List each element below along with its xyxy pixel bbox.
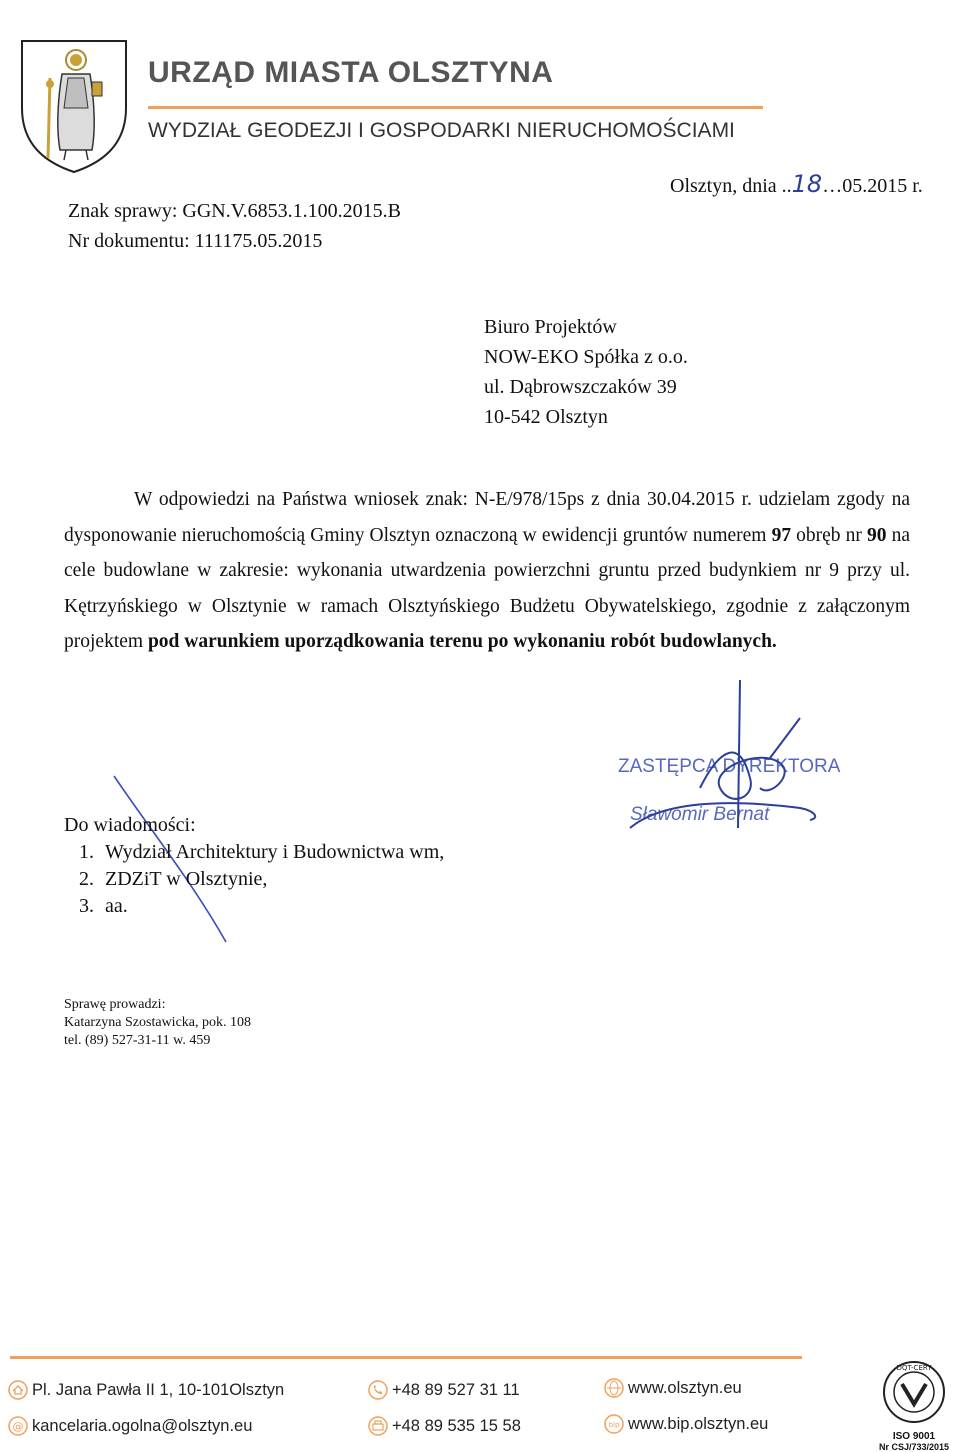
handled-by-phone: tel. (89) 527-31-11 w. 459 xyxy=(64,1033,211,1048)
precinct-number: 90 xyxy=(866,524,887,546)
footer-phone-1 xyxy=(368,1380,520,1400)
footer-phone-1-text: +48 89 527 31 11 xyxy=(392,1380,520,1399)
body-text-part: obręb nr xyxy=(791,524,867,546)
addressee-block xyxy=(484,312,688,432)
email-icon xyxy=(8,1416,28,1436)
cert-seal-text: DQT-CERT xyxy=(896,1364,932,1372)
svg-text:bip: bip xyxy=(608,1421,620,1429)
addressee-line: NOW-EKO Spółka z o.o. xyxy=(484,346,688,368)
addressee-line: ul. Dąbrowszczaków 39 xyxy=(484,376,677,398)
addressee-line: 10-542 Olsztyn xyxy=(484,406,608,428)
footer-address xyxy=(8,1380,284,1400)
case-reference xyxy=(68,196,401,256)
letter-body xyxy=(64,482,910,660)
cc-item: 2. ZDZiT w Olsztynie, xyxy=(99,866,444,893)
condition-clause: pod warunkiem uporządkowania terenu po wykonaniu robót budowlanych. xyxy=(147,631,777,652)
bip-icon xyxy=(604,1414,624,1434)
handled-by-person: Katarzyna Szostawicka, pok. 108 xyxy=(64,1015,251,1030)
footer-bip-text[interactable]: www.bip.olsztyn.eu xyxy=(628,1414,769,1433)
phone-icon xyxy=(368,1380,388,1400)
iso-certificate xyxy=(872,1360,956,1452)
header-divider xyxy=(148,106,763,109)
body-paragraph xyxy=(64,482,910,660)
svg-text:Sławomir Bernat: Sławomir Bernat xyxy=(630,804,770,825)
document-number: Nr dokumentu: 111175.05.2015 xyxy=(68,230,323,252)
case-sign: Znak sprawy: GGN.V.6853.1.100.2015.B xyxy=(68,200,401,222)
cc-item: 1. Wydział Architektury i Budownictwa wm, xyxy=(99,839,444,866)
footer-website[interactable] xyxy=(604,1378,742,1398)
home-icon xyxy=(8,1380,28,1400)
department-name: WYDZIAŁ GEODEZJI I GOSPODARKI NIERUCHOMOŚCIAMI xyxy=(148,119,735,142)
date-prefix: Olsztyn, dnia .. xyxy=(670,175,792,197)
handwritten-day: 18 xyxy=(791,170,823,198)
footer-address-text: Pl. Jana Pawła II 1, 10-101Olsztyn xyxy=(32,1380,285,1399)
footer-phone-2 xyxy=(368,1416,521,1436)
footer-email-text[interactable]: kancelaria.ogolna@olsztyn.eu xyxy=(32,1416,253,1435)
footer-website-text[interactable]: www.olsztyn.eu xyxy=(628,1378,742,1397)
svg-text:@: @ xyxy=(12,1420,24,1433)
fax-icon xyxy=(368,1416,388,1436)
body-text-part: W odpowiedzi na Państwa wniosek znak: N-E/978/15ps z dnia 30.04.2015 r. udzielam zgody na dysponowanie nieruchomością Gminy Olsztyn oznaczoną w ewidencji gruntów numerem xyxy=(64,489,910,546)
addressee-line: Biuro Projektów xyxy=(484,316,617,338)
date-suffix: …05.2015 r. xyxy=(822,175,923,197)
footer-email[interactable] xyxy=(8,1416,252,1436)
city-crest-logo xyxy=(18,38,130,174)
footer-divider xyxy=(10,1356,802,1359)
footer-bip[interactable] xyxy=(604,1414,768,1434)
organization-name: URZĄD MIASTA OLSZTYNA xyxy=(148,56,554,89)
cc-item: 3. aa. xyxy=(99,893,444,920)
body-text-part: na cele budowlane w zakresie: wykonania utwardzenia powierzchni gruntu przed budynkiem nr 9 przy ul. Kętrzyńskiego w Olsztynie w ramach Olsztyńskiego Budżetu Obywatelskiego, zgodnie z załączonym projektem xyxy=(64,524,910,652)
cc-list xyxy=(64,839,444,920)
handled-by xyxy=(64,996,251,1050)
parcel-number: 97 xyxy=(771,524,792,546)
handled-by-label: Sprawę prowadzi: xyxy=(64,997,166,1012)
footer-phone-2-text: +48 89 535 15 58 xyxy=(392,1416,521,1435)
place-and-date xyxy=(670,170,923,198)
certification-seal-icon xyxy=(882,1360,946,1424)
cc-heading: Do wiadomości: xyxy=(64,814,196,836)
iso-standard: ISO 9001 xyxy=(892,1431,936,1442)
distribution-list xyxy=(64,812,444,920)
signature-stamp xyxy=(600,678,840,868)
globe-icon xyxy=(604,1378,624,1398)
svg-text:ZASTĘPCA DYREKTORA: ZASTĘPCA DYREKTORA xyxy=(618,756,840,777)
iso-number: Nr CSJ/733/2015 xyxy=(878,1442,950,1452)
